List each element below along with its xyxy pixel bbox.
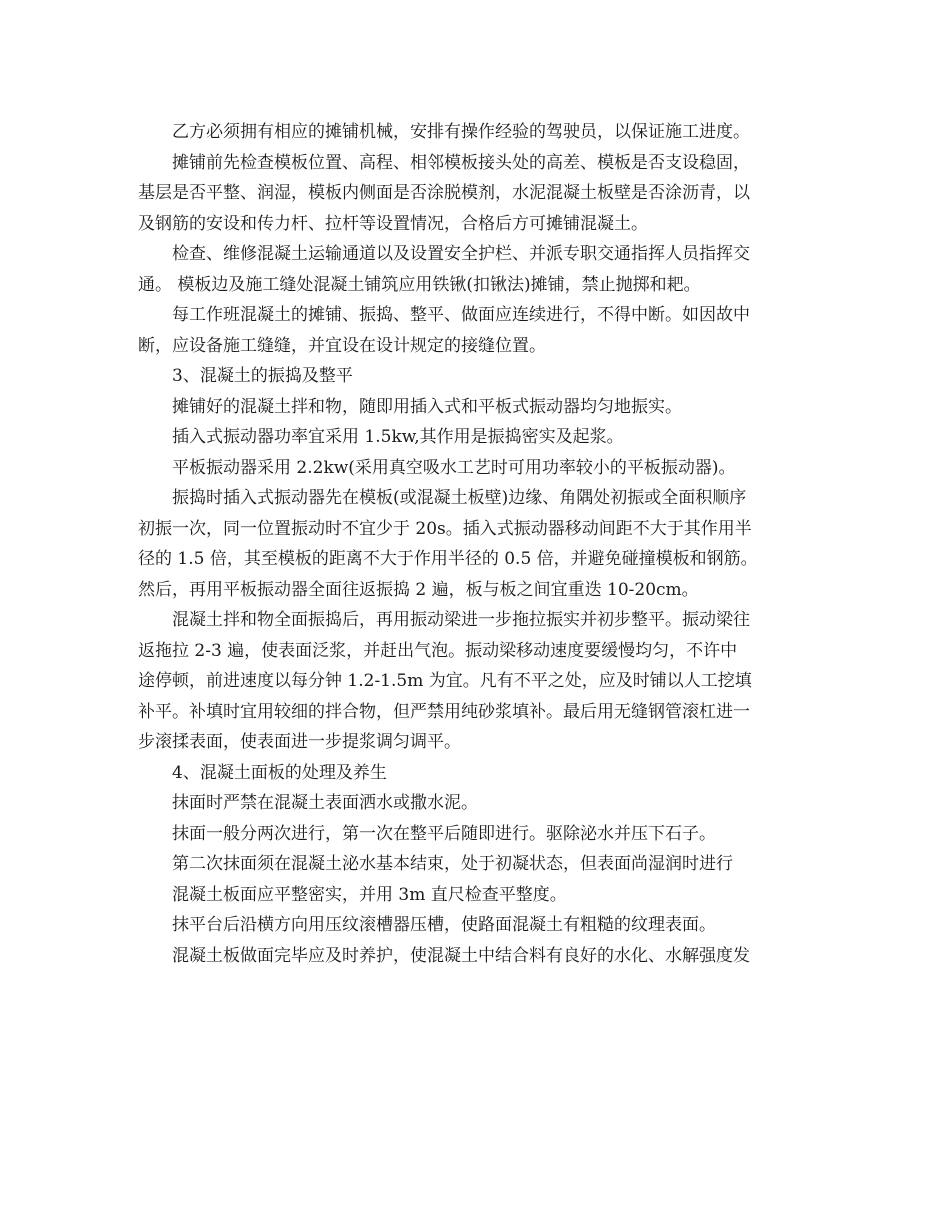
text-line: 混凝土板面应平整密实，并用 3m 直尺检查平整度。	[172, 884, 567, 905]
text-line: 返拖拉 2-3 遍，使表面泛浆，并赶出气泡。振动梁移动速度要缓慢均匀，不许中	[138, 640, 738, 661]
text-line: 然后，再用平板振动器全面往返振捣 2 遍，板与板之间宜重迭 10-20cm。	[138, 579, 699, 600]
paragraph	[138, 453, 824, 484]
text-line: 步滚揉表面，使表面进一步提浆调匀调平。	[138, 732, 461, 752]
text-line: 第二次抹面须在混凝土泌水基本结束，处于初凝状态，但表面尚湿润时进行	[172, 854, 733, 874]
text-line: 振捣时插入式振动器先在模板(或混凝土板壁)边缘、角隅处初振或全面积顺序	[172, 488, 747, 508]
text-line: 4、混凝土面板的处理及养生	[172, 762, 387, 783]
section-heading	[138, 758, 824, 789]
text-line: 初振一次，同一位置振动时不宜少于 20s。插入式振动器移动间距不大于其作用半	[138, 518, 752, 539]
text-line: 及钢筋的安设和传力杆、拉杆等设置情况，合格后方可摊铺混凝土。	[138, 213, 648, 234]
text-line: 抹平台后沿横方向用压纹滚槽器压槽，使路面混凝土有粗糙的纹理表面。	[172, 915, 716, 935]
paragraph	[138, 819, 824, 850]
text-line: 断，应设备施工缝缝，并宜设在设计规定的接缝位置。	[138, 335, 546, 356]
text-line: 3、混凝土的振捣及整平	[172, 366, 353, 386]
text-line: 平板振动器采用 2.2kw(采用真空吸水工艺时可用功率较小的平板振动器)。	[172, 457, 736, 478]
text-line: 抹面时严禁在混凝土表面洒水或撒水泥。	[172, 793, 478, 813]
paragraph	[138, 483, 824, 605]
text-line: 插入式振动器功率宜采用 1.5kw,其作用是振捣密实及起浆。	[172, 427, 624, 447]
paragraph	[138, 849, 824, 880]
text-line: 每工作班混凝土的摊铺、振捣、整平、做面应连续进行，不得中断。如因故中	[172, 305, 750, 325]
paragraph	[138, 422, 824, 453]
paragraph	[138, 605, 824, 758]
paragraph	[138, 910, 824, 941]
paragraph	[138, 239, 824, 300]
section-heading	[138, 361, 824, 392]
text-line: 混凝土拌和物全面振捣后，再用振动梁进一步拖拉振实并初步整平。振动梁往	[172, 610, 750, 630]
document-body	[138, 117, 824, 971]
text-line: 补平。补填时宜用较细的拌合物，但严禁用纯砂浆填补。最后用无缝钢管滚杠进一	[138, 701, 750, 722]
text-line: 通。 模板边及施工缝处混凝土铺筑应用铁锹(扣锹法)摊铺，禁止抛掷和耙。	[138, 274, 701, 295]
paragraph	[138, 880, 824, 911]
text-line: 摊铺好的混凝土拌和物，随即用插入式和平板式振动器均匀地振实。	[172, 396, 682, 417]
paragraph	[138, 941, 824, 972]
paragraph	[138, 148, 824, 240]
text-line: 摊铺前先检查模板位置、高程、相邻模板接头处的高差、模板是否支设稳固，	[172, 152, 750, 173]
text-line: 乙方必须拥有相应的摊铺机械，安排有操作经验的驾驶员，以保证施工进度。	[172, 122, 750, 142]
text-line: 基层是否平整、润湿，模板内侧面是否涂脱模剂，水泥混凝土板壁是否涂沥青，以	[138, 183, 750, 203]
text-line: 混凝土板做面完毕应及时养护，使混凝土中结合料有良好的水化、水解强度发	[172, 945, 750, 966]
text-line: 途停顿，前进速度以每分钟 1.2-1.5m 为宜。凡有不平之处，应及时铺以人工挖填	[138, 671, 752, 691]
text-line: 径的 1.5 倍，其至模板的距离不大于作用半径的 0.5 倍，并避免碰撞模板和钢筋。	[138, 549, 758, 569]
paragraph	[138, 788, 824, 819]
paragraph	[138, 392, 824, 423]
text-line: 检查、维修混凝土运输通道以及设置安全护栏、并派专职交通指挥人员指挥交	[172, 244, 750, 264]
paragraph	[138, 300, 824, 361]
paragraph	[138, 117, 824, 148]
text-line: 抹面一般分两次进行，第一次在整平后随即进行。驱除泌水并压下石子。	[172, 823, 716, 844]
